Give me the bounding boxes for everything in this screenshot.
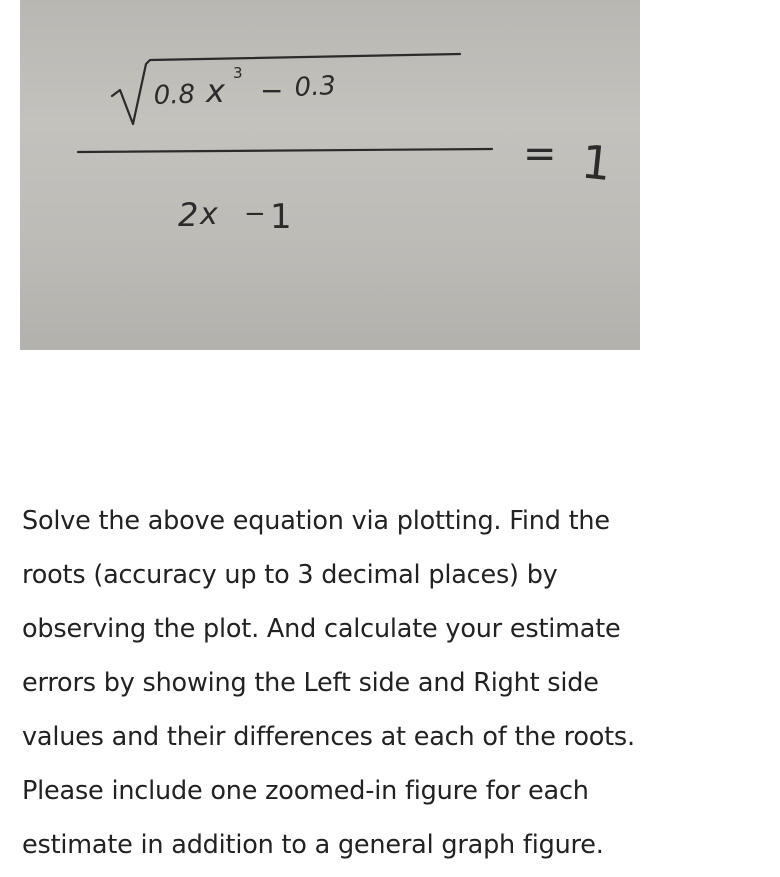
- question-line: errors by showing the Left side and Right side: [22, 668, 599, 698]
- question-line: estimate in addition to a general graph figure.: [22, 830, 604, 860]
- fraction-bar: [78, 149, 492, 152]
- numerator-exponent: 3: [233, 64, 243, 82]
- question-line: values and their differences at each of the roots.: [22, 722, 635, 752]
- numerator-coefficient: 0.8: [153, 79, 196, 111]
- question-line: observing the plot. And calculate your estimate: [22, 614, 621, 644]
- question-line: roots (accuracy up to 3 decimal places) by: [22, 560, 558, 590]
- numerator-constant: 0.3: [293, 70, 337, 103]
- handwritten-equation-photo: [20, 0, 640, 350]
- question-text: [22, 494, 780, 872]
- denominator-constant: 1: [270, 197, 292, 237]
- numerator-minus: −: [260, 74, 284, 107]
- denominator-minus: −: [244, 199, 266, 229]
- question-line: Solve the above equation via plotting. Find the: [22, 506, 610, 536]
- right-hand-side: 1: [579, 134, 614, 192]
- equation-drawing: [20, 0, 640, 350]
- equals-sign: =: [523, 131, 557, 177]
- question-line: Please include one zoomed-in figure for each: [22, 776, 589, 806]
- denominator-variable: x: [200, 197, 218, 232]
- denominator-coefficient: 2: [178, 196, 199, 234]
- numerator-variable: x: [206, 72, 225, 110]
